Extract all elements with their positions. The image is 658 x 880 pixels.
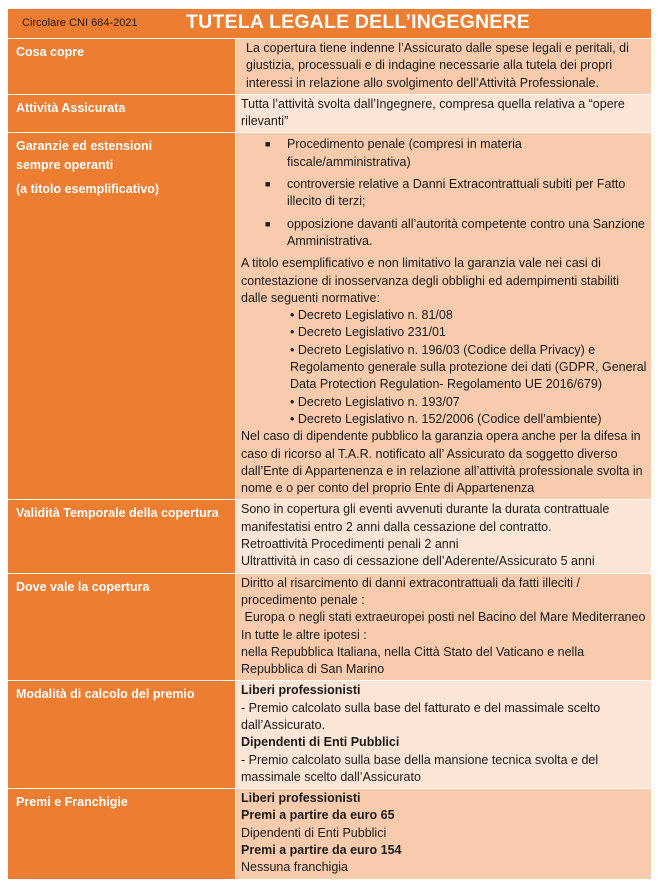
square-bullet-icon: ■: [265, 179, 271, 190]
garanzie-label-line2: (a titolo esemplificativo): [16, 182, 160, 197]
document-title: TUTELA LEGALE DELL’INGEGNERE: [186, 11, 530, 33]
row-label: Modalità di calcolo del premio: [8, 681, 236, 789]
circular-reference: Circolare CNI 684-2021: [22, 17, 138, 29]
row-label: [8, 133, 236, 500]
row-label: Validità Temporale della copertura: [8, 500, 236, 573]
premi-line: Liberi professionisti: [241, 791, 361, 806]
square-bullet-icon: ■: [265, 218, 271, 229]
header-row: [8, 9, 652, 39]
row-label: Attività Assicurata: [8, 94, 236, 133]
header-cell: [8, 9, 652, 39]
square-bullet-icon: ■: [265, 139, 271, 150]
laws-list: [241, 307, 647, 428]
list-item: • Decreto Legislativo 231/01: [290, 325, 446, 340]
dove-line: Europa o negli stati extraeuropei posti nel Bacino del Mare Mediterraneo: [241, 610, 646, 625]
row-value: [236, 94, 652, 133]
row-cosa-copre: [8, 39, 652, 95]
garanzie-bullet-list: [241, 136, 647, 250]
list-item: ■ opposizione davanti all’autorità competente contro una Sanzione Amministrativa.: [265, 216, 645, 248]
row-value: [236, 789, 652, 879]
row-attivita: [8, 94, 652, 133]
premi-line: Premi a partire da euro 154: [241, 843, 402, 858]
validita-line: Ultrattività in caso di cessazione dell’Aderente/Assicurato 5 anni: [241, 554, 595, 569]
garanzie-label-line1: Garanzie ed estensioni sempre operanti: [16, 139, 153, 173]
row-value: [236, 133, 652, 500]
coverage-table: [7, 8, 652, 880]
list-item: • Decreto Legislativo n. 193/07: [290, 394, 460, 409]
list-item: ■ controversie relative a Danni Extracontrattuali subiti per Fatto illecito di terzi;: [265, 177, 626, 209]
row-value: [236, 573, 652, 681]
dove-line: Diritto al risarcimento di danni extracontrattuali da fatti illeciti / procedimento penale :: [241, 575, 581, 607]
row-dove: [8, 573, 652, 681]
modalita-heading: Liberi professionisti: [241, 683, 361, 698]
row-validita: [8, 500, 652, 573]
validita-line: Retroattività Procedimenti penali 2 anni: [241, 537, 459, 552]
row-label: Dove vale la copertura: [8, 573, 236, 681]
modalita-heading: Dipendenti di Enti Pubblici: [241, 735, 400, 750]
premi-line: Nessuna franchigia: [241, 860, 349, 875]
garanzie-intro: A titolo esemplificativo e non limitativo la garanzia vale nei casi di contestazione di inosservanza degli obblighi ed adempimenti stabiliti dalle seguenti normative:: [241, 256, 620, 305]
cosa-copre-text: La copertura tiene indenne l’Assicurato dalle spese legali e peritali, di giustizia, processuali e di indagine necessarie alla tutela dei propri interessi in relazione allo svolgimento dell’Attività Professionale.: [246, 41, 629, 90]
list-item: ■ Procedimento penale (compresi in materia fiscale/amministrativa): [265, 137, 522, 169]
row-value: [236, 39, 652, 95]
premi-line: Dipendenti di Enti Pubblici: [241, 825, 387, 840]
row-premi: [8, 789, 652, 879]
premi-line: Premi a partire da euro 65: [241, 808, 395, 823]
dove-line: nella Repubblica Italiana, nella Città Stato del Vaticano e nella Repubblica di San Marino: [241, 644, 585, 677]
list-item: • Decreto Legislativo n. 196/03 (Codice della Privacy) e Regolamento generale sulla protezione dei dati (GDPR, General Data Protection Regulation- Regolamento UE 2016/679): [290, 342, 647, 392]
row-label: Premi e Franchigie: [8, 789, 236, 879]
modalita-text: - Premio calcolato sulla base del fatturato e del massimale scelto dall’Assicurato.: [241, 700, 601, 732]
row-value: [236, 500, 652, 573]
attivita-text: Tutta l’attività svolta dall’Ingegnere, compresa quella relativa a “opere rilevanti”: [241, 96, 625, 129]
modalita-text: - Premio calcolato sulla base della mansione tecnica svolta e del massimale scelto dall’Assicurato: [241, 752, 599, 784]
list-item: • Decreto Legislativo n. 152/2006 (Codice dell’ambiente): [290, 411, 602, 426]
row-garanzie: [8, 133, 652, 500]
row-value: [236, 681, 652, 789]
list-item: • Decreto Legislativo n. 81/08: [290, 308, 453, 323]
row-label: Cosa copre: [8, 39, 236, 95]
row-modalita: [8, 681, 652, 789]
validita-line: Sono in copertura gli eventi avvenuti durante la durata contrattuale manifestatisi entro 2 anni dalla cessazione del contratto.: [241, 502, 610, 534]
dove-line: In tutte le altre ipotesi :: [241, 627, 367, 642]
public-employee-text: Nel caso di dipendente pubblico la garanzia opera anche per la difesa in caso di ricorso al T.A.R. notificato all’ Assicurato da soggetto diverso dall’Ente di Appartenenza e in relazione all’attività professionale svolta in nome e o per conto del proprio Ente di Appartenenza: [241, 429, 643, 496]
